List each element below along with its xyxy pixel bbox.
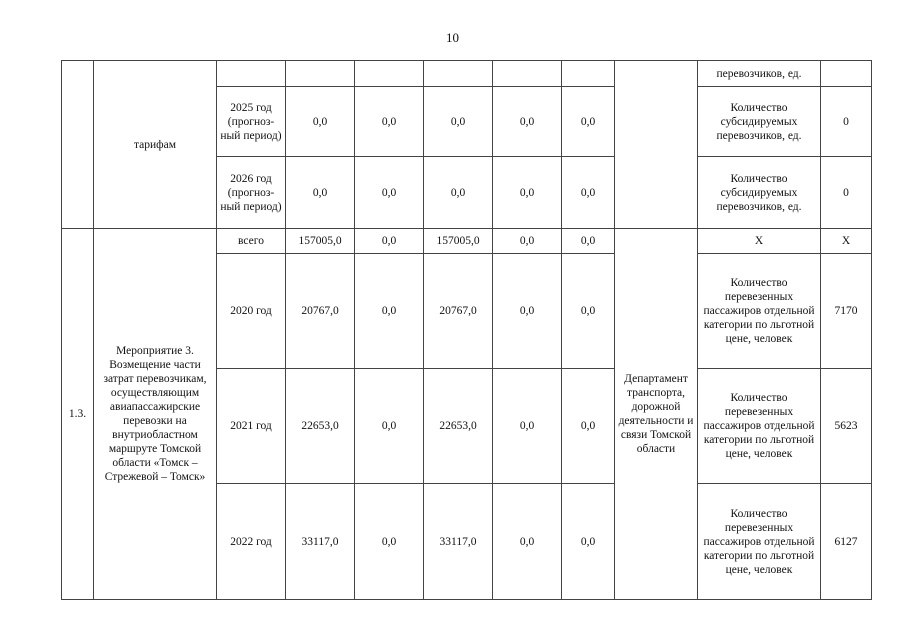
indicator-cell: Количество субсидируемых перевозчиков, ед. [698,157,821,229]
indicator-value-cell: 7170 [821,254,872,369]
number-cell: 1.3. [62,229,94,600]
other-cell: 0,0 [562,254,615,369]
total-cell: 0,0 [286,157,355,229]
other-cell: 0,0 [562,369,615,484]
local-cell: 0,0 [493,369,562,484]
table-row [62,229,872,254]
indicator-cell: Х [698,229,821,254]
total-cell: 0,0 [286,87,355,157]
indicator-cell: перевозчиков, ед. [698,61,821,87]
total-cell: 157005,0 [286,229,355,254]
year-cell: 2022 год [217,484,286,600]
indicator-cell: Количество перевезенных пассажиров отдельной категории по льготной цене, человек [698,369,821,484]
year-cell: 2026 год (прогноз-ный период) [217,157,286,229]
local-cell: 0,0 [493,157,562,229]
measure-name-cell: Мероприятие 3. Возмещение части затрат перевозчикам, осуществляющим авиапассажирские перевозки на внутриобластном маршруте Томской области «Томск – Стрежевой – Томск» [94,229,217,600]
total-cell: 22653,0 [286,369,355,484]
year-cell: 2021 год [217,369,286,484]
indicator-value-cell [821,61,872,87]
other-cell: 0,0 [562,87,615,157]
indicator-value-cell: 0 [821,87,872,157]
federal-cell: 0,0 [355,254,424,369]
measure-name-cell: тарифам [94,61,217,229]
program-table [61,60,872,600]
federal-cell [355,61,424,87]
year-cell: 2020 год [217,254,286,369]
regional-cell: 22653,0 [424,369,493,484]
other-cell: 0,0 [562,484,615,600]
total-cell [286,61,355,87]
regional-cell: 157005,0 [424,229,493,254]
federal-cell: 0,0 [355,229,424,254]
federal-cell: 0,0 [355,369,424,484]
regional-cell: 33117,0 [424,484,493,600]
federal-cell: 0,0 [355,157,424,229]
indicator-value-cell: 6127 [821,484,872,600]
table-row [62,61,872,87]
regional-cell [424,61,493,87]
federal-cell: 0,0 [355,484,424,600]
executor-cell [615,61,698,229]
indicator-cell: Количество субсидируемых перевозчиков, ед. [698,87,821,157]
other-cell: 0,0 [562,229,615,254]
local-cell: 0,0 [493,87,562,157]
federal-cell: 0,0 [355,87,424,157]
regional-cell: 0,0 [424,87,493,157]
local-cell: 0,0 [493,229,562,254]
indicator-value-cell: 0 [821,157,872,229]
indicator-value-cell: 5623 [821,369,872,484]
regional-cell: 20767,0 [424,254,493,369]
local-cell: 0,0 [493,484,562,600]
local-cell [493,61,562,87]
regional-cell: 0,0 [424,157,493,229]
year-cell [217,61,286,87]
total-cell: 33117,0 [286,484,355,600]
indicator-value-cell: Х [821,229,872,254]
year-cell: всего [217,229,286,254]
number-cell [62,61,94,229]
total-cell: 20767,0 [286,254,355,369]
executor-cell: Департамент транспорта, дорожной деятельности и связи Томской области [615,229,698,600]
indicator-cell: Количество перевезенных пассажиров отдельной категории по льготной цене, человек [698,254,821,369]
page-number: 10 [446,30,459,45]
local-cell: 0,0 [493,254,562,369]
year-cell: 2025 год (прогноз-ный период) [217,87,286,157]
indicator-cell: Количество перевезенных пассажиров отдельной категории по льготной цене, человек [698,484,821,600]
other-cell: 0,0 [562,157,615,229]
other-cell [562,61,615,87]
